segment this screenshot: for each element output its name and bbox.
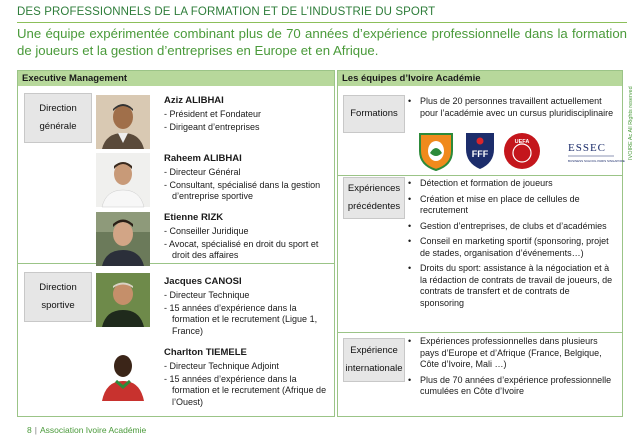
person-role: - Directeur Technique <box>164 290 332 302</box>
ivoire-academie-teams-panel <box>337 70 623 417</box>
footer <box>27 425 146 435</box>
international-content <box>406 336 616 402</box>
formations-label-text: Formations <box>350 108 398 119</box>
svg-text:ESSEC: ESSEC <box>568 142 607 154</box>
direction-generale-label-line1: Direction <box>39 103 77 114</box>
person-raheem-alibhai <box>164 153 332 204</box>
person-role: - Conseiller Juridique <box>164 226 332 238</box>
photo-etienne-rizk <box>96 212 150 266</box>
direction-sportive-label-line1: Direction <box>39 282 77 293</box>
experiences-content <box>406 178 616 313</box>
person-role: - Directeur Général <box>164 167 332 179</box>
person-name: Raheem ALIBHAI <box>164 153 242 164</box>
person-role: - 15 années d’expérience dans la formation et le recrutement (Ligue 1, France) <box>164 303 332 338</box>
formations-label <box>343 95 405 133</box>
footer-separator: | <box>34 425 37 435</box>
person-charlton-tiemele <box>164 347 332 409</box>
bullet-item: • Gestion d’entreprises, de clubs et d’académies <box>406 221 616 233</box>
person-name: Etienne RIZK <box>164 212 224 223</box>
photo-charlton-tiemele <box>96 347 150 401</box>
international-label-line1: Expérience <box>350 345 398 356</box>
person-role: - 15 années d’expérience dans la formation et le recrutement (Afrique de l’Ouest) <box>164 374 332 409</box>
person-role: - Avocat, spécialisé en droit du sport et droit des affaires <box>164 239 332 262</box>
bullet-item: • Détection et formation de joueurs <box>406 178 616 190</box>
bullet-item: • Conseil en marketing sportif (sponsoring, projet de stades, organisation d’événements…) <box>406 236 616 259</box>
bullet-item: • Plus de 70 années d’expérience professionnelle cumulées en Côte d’Ivoire <box>406 375 616 398</box>
formations-content <box>406 96 616 123</box>
person-name: Aziz ALIBHAI <box>164 95 224 106</box>
svg-text:FFF: FFF <box>471 149 489 159</box>
executive-management-header: Executive Management <box>18 71 334 86</box>
bullet-item: • Droits du sport: assistance à la négociation et à la rédaction de contrats de travail de joueurs, de contrats de transfert et de contrats de sponsoring <box>406 263 616 309</box>
person-role: - Directeur Technique Adjoint <box>164 361 332 373</box>
bullet-item: • Plus de 20 personnes travaillent actuellement pour l’académie avec un cursus pluridisciplinaire <box>406 96 616 119</box>
bullet-item: • Création et mise en place de cellules de recrutement <box>406 194 616 217</box>
partner-logos <box>418 131 625 171</box>
person-etienne-rizk <box>164 212 332 263</box>
group-separator <box>18 263 334 264</box>
page-title: DES PROFESSIONNELS DE LA FORMATION ET DE L’INDUSTRIE DU SPORT <box>17 6 436 18</box>
person-role: - Dirigeant d’entreprises <box>164 122 332 134</box>
page-subtitle: Une équipe expérimentée combinant plus de 70 années d’expérience professionnelle dans la formation de joueurs et la gestion d’entreprises en Europe et en Afrique. <box>17 26 627 58</box>
ivory-coast-federation-logo <box>420 134 452 170</box>
experiences-label-line2: précédentes <box>347 201 401 212</box>
person-jacques-canosi <box>164 276 332 338</box>
person-name: Jacques CANOSI <box>164 276 242 287</box>
section-separator <box>338 332 622 333</box>
bullet-item: • Expériences professionnelles dans plusieurs pays d’Europe et d’Afrique (France, Belgique, Côte d’Ivoire, Mali …) <box>406 336 616 371</box>
international-label-line2: internationale <box>345 363 403 374</box>
direction-generale-label-line2: générale <box>39 121 77 132</box>
executive-management-panel <box>17 70 335 417</box>
page-number: 8 <box>27 425 32 435</box>
svg-text:BUSINESS SCHOOL PARIS SINGAPOR: BUSINESS SCHOOL PARIS SINGAPORE <box>568 159 625 163</box>
direction-sportive-label-line2: sportive <box>41 300 75 311</box>
photo-raheem-alibhai <box>96 153 150 207</box>
section-separator <box>338 175 622 176</box>
person-name: Charlton TIEMELE <box>164 347 247 358</box>
person-role: - Consultant, spécialisé dans la gestion d’entreprise sportive <box>164 180 332 203</box>
title-divider <box>17 22 627 23</box>
footer-text: Association Ivoire Académie <box>39 425 147 435</box>
photo-jacques-canosi <box>96 273 150 327</box>
photo-aziz-alibhai <box>96 95 150 149</box>
teams-header: Les équipes d’Ivoire Académie <box>338 71 622 86</box>
experience-internationale-label <box>343 338 405 382</box>
direction-generale-label <box>24 93 92 143</box>
uefa-logo <box>504 133 540 169</box>
essec-logo <box>568 142 625 163</box>
person-role: - Président et Fondateur <box>164 109 332 121</box>
experiences-label-line1: Expériences <box>347 183 401 194</box>
copyright-notice: IVOIRE Ac All Rights reserved <box>628 86 634 160</box>
experiences-precedentes-label <box>343 177 405 219</box>
person-aziz-alibhai <box>164 95 332 134</box>
direction-sportive-label <box>24 272 92 322</box>
svg-text:UEFA: UEFA <box>514 139 530 145</box>
fff-logo <box>466 133 494 169</box>
